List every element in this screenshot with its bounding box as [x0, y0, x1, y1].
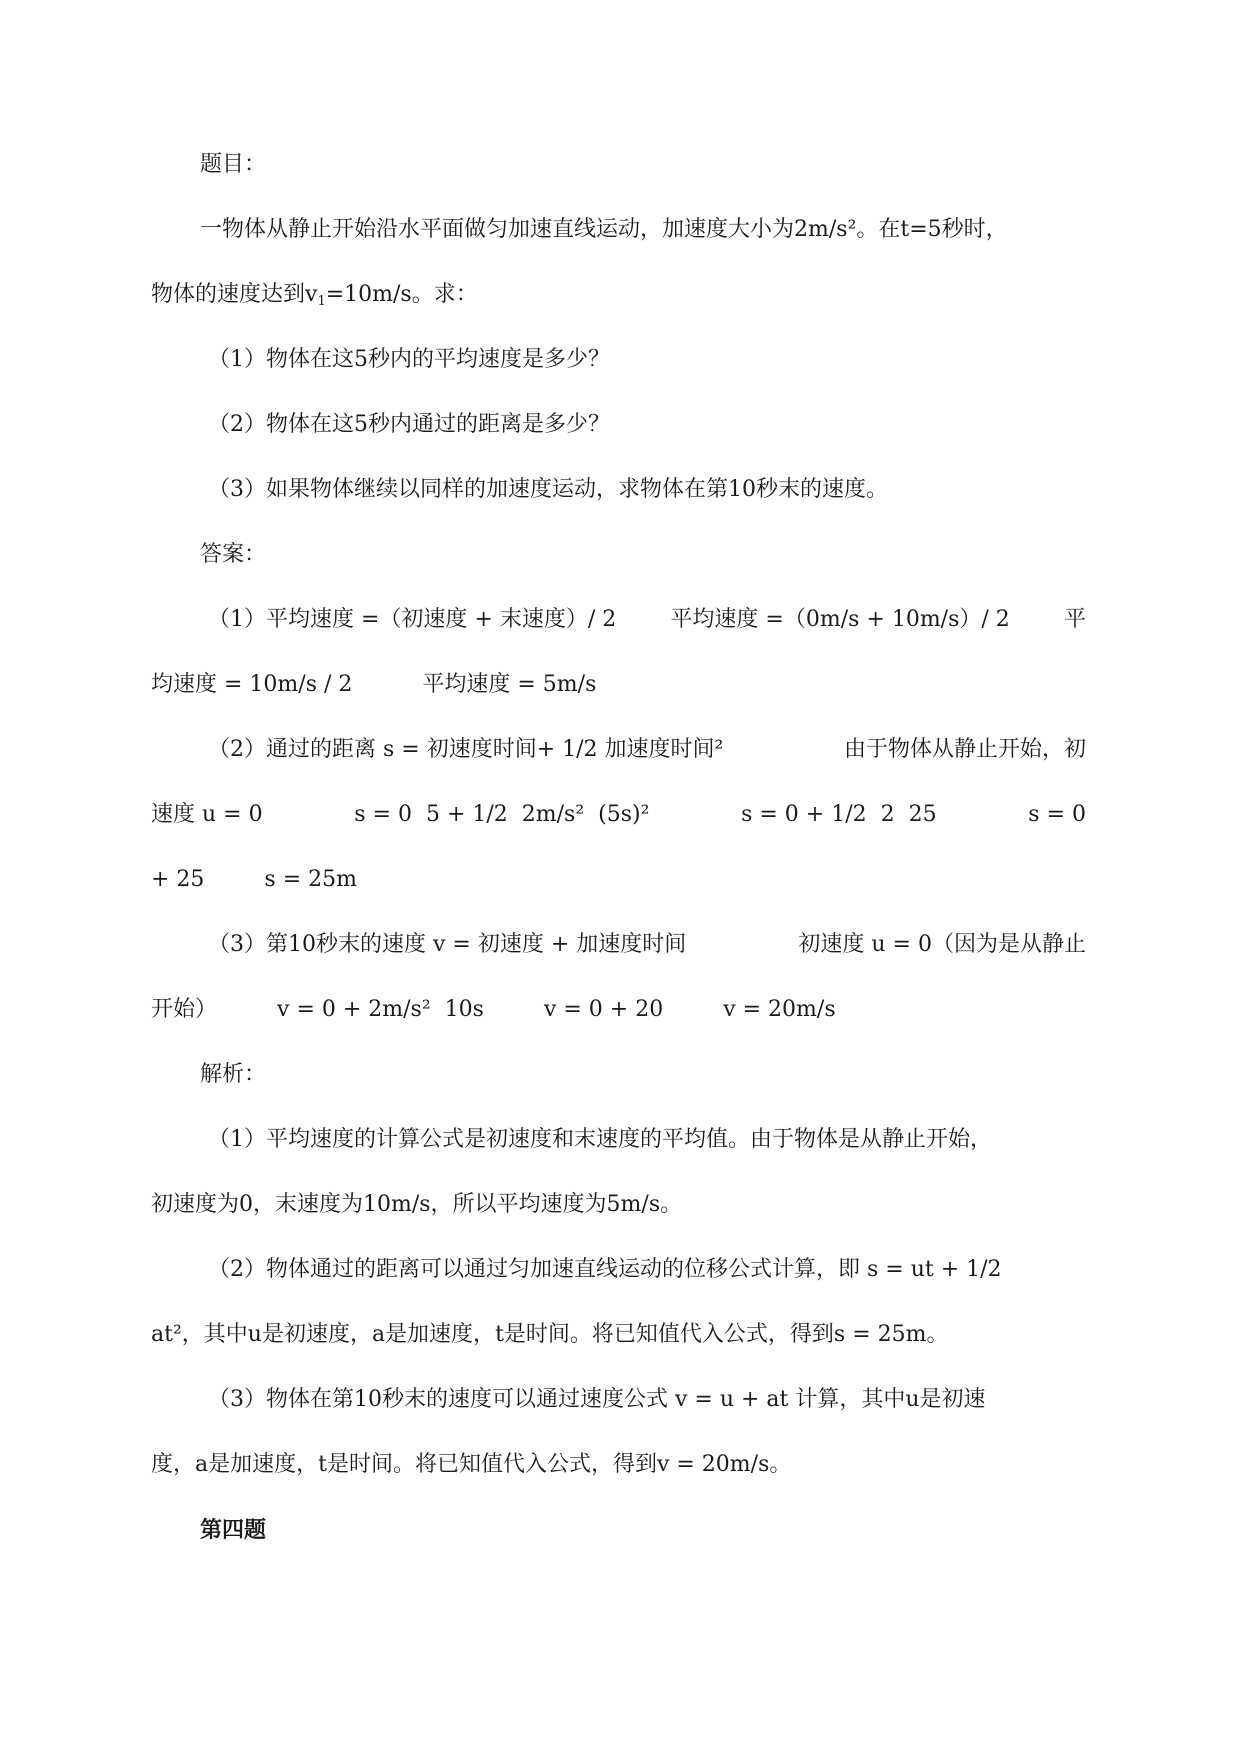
analysis-3-line-2: 度，a是加速度，t是时间。将已知值代入公式，得到v = 20m/s。 — [151, 1452, 792, 1477]
answer-2-line-3 — [151, 865, 357, 895]
answer-3-line-1 — [208, 930, 1086, 960]
problem-line-2 — [151, 280, 478, 310]
problem-text: 一物体从静止开始沿水平面做匀加速直线运动，加速度大小为2m/s²。在t=5秒时， — [200, 217, 1008, 242]
formula-part: 速度 u = 0 — [151, 802, 263, 827]
formula-part: 由于物体从静止开始，初 — [843, 737, 1086, 762]
formula-part: s = 0 5 + 1/2 2m/s² (5s)² — [354, 802, 650, 827]
formula-part: 初速度 u = 0（因为是从静止 — [798, 932, 1086, 957]
formula-part: s = 25m — [264, 867, 357, 892]
analysis-header: 解析： — [200, 1062, 267, 1087]
problem-text: =10m/s。求： — [325, 282, 478, 307]
formula-part: 均速度 = 10m/s / 2 — [151, 672, 353, 697]
question-2: （2）物体在这5秒内通过的距离是多少？ — [208, 412, 610, 437]
formula-part: 平 — [1063, 607, 1086, 632]
formula-part: （2）通过的距离 s = 初速度时间+ 1/2 加速度时间² — [208, 737, 724, 762]
formula-part: v = 20m/s — [723, 997, 836, 1022]
question-header: 题目： — [200, 152, 267, 177]
formula-part: s = 0 + 1/2 2 25 — [741, 802, 937, 827]
question-1: （1）物体在这5秒内的平均速度是多少？ — [208, 347, 610, 372]
answer-2-line-2 — [151, 800, 1086, 830]
section-heading: 第四题 — [200, 1517, 267, 1543]
analysis-3-line-1: （3）物体在第10秒末的速度可以通过速度公式 v = u + at 计算，其中u是初速 — [208, 1387, 986, 1412]
analysis-2-line-2: at²，其中u是初速度，a是加速度，t是时间。将已知值代入公式，得到s = 25m。 — [151, 1322, 949, 1347]
answer-3-line-2 — [151, 995, 836, 1025]
formula-part: （1）平均速度 =（初速度 + 末速度）/ 2 — [208, 607, 617, 632]
answer-1-line-1 — [208, 605, 1086, 635]
subscript: 1 — [317, 294, 326, 309]
formula-part: v = 0 + 2m/s² 10s — [277, 997, 484, 1022]
analysis-2-line-1: （2）物体通过的距离可以通过匀加速直线运动的位移公式计算，即 s = ut + 1/2 — [208, 1257, 1002, 1282]
formula-part: 平均速度 = 5m/s — [422, 672, 597, 697]
formula-part: 平均速度 =（0m/s + 10m/s）/ 2 — [670, 607, 1010, 632]
formula-part: （3）第10秒末的速度 v = 初速度 + 加速度时间 — [208, 932, 687, 957]
answer-2-line-1 — [208, 735, 1086, 765]
formula-part: v = 0 + 20 — [543, 997, 664, 1022]
formula-part: 开始） — [151, 997, 218, 1022]
analysis-1-line-2: 初速度为0，末速度为10m/s，所以平均速度为5m/s。 — [151, 1192, 683, 1217]
question-3: （3）如果物体继续以同样的加速度运动，求物体在第10秒末的速度。 — [208, 477, 888, 502]
answer-header: 答案： — [200, 542, 267, 567]
formula-part: + 25 — [151, 867, 205, 892]
formula-part: s = 0 — [1028, 802, 1086, 827]
analysis-1-line-1: （1）平均速度的计算公式是初速度和末速度的平均值。由于物体是从静止开始， — [208, 1127, 992, 1152]
problem-line-1 — [151, 215, 1086, 245]
problem-text: 物体的速度达到v — [151, 282, 318, 307]
answer-1-line-2 — [151, 670, 596, 700]
